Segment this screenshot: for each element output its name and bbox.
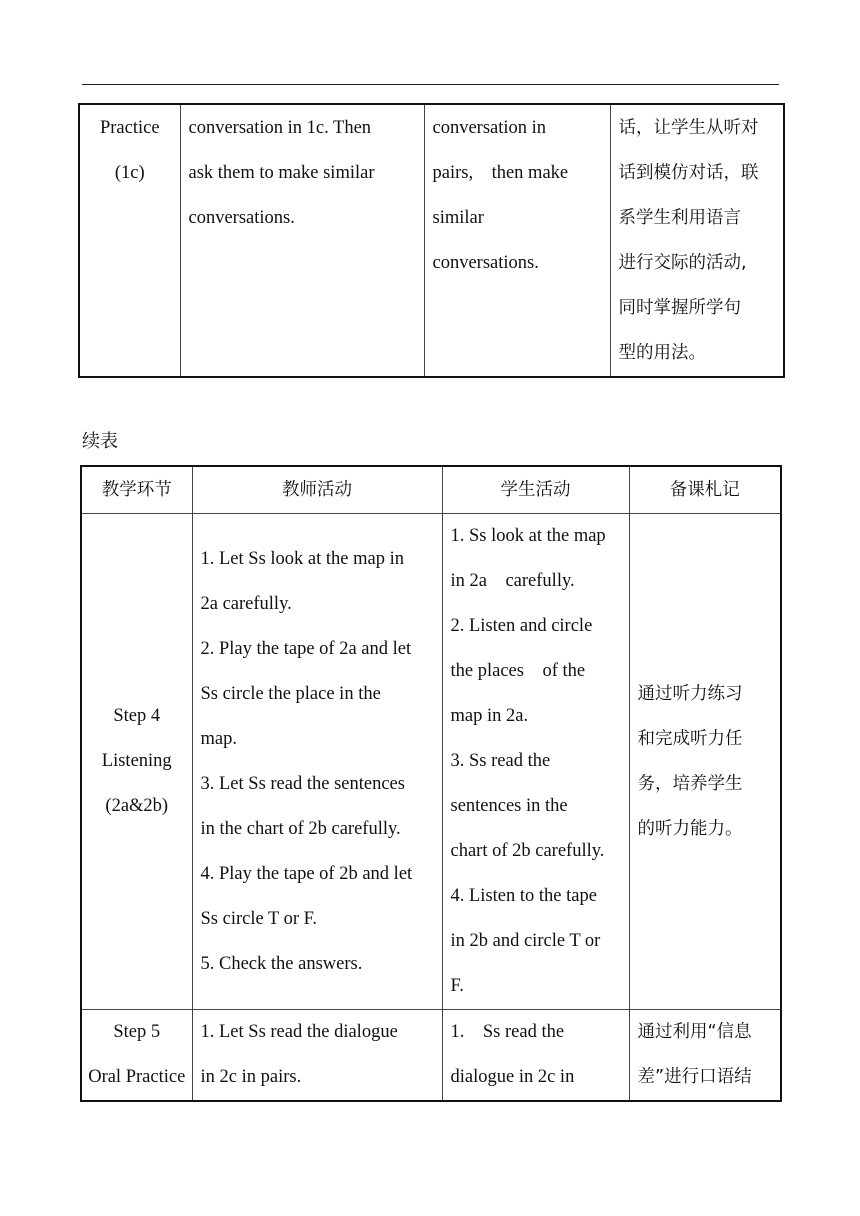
- teacher-line: conversation in 1c. Then: [188, 118, 372, 138]
- teacher-line: 3. Let Ss read the sentences: [200, 773, 405, 794]
- stage-cell: [79, 104, 180, 377]
- table-row-step5: [81, 1010, 781, 1102]
- teacher-line: map.: [200, 728, 237, 749]
- teacher-line: Ss circle T or F.: [200, 908, 318, 929]
- student-line: in 2a carefully.: [450, 571, 575, 591]
- lesson-table-continued-top: [78, 103, 785, 378]
- teacher-activity-cell: [192, 514, 442, 1010]
- notes-cell: [629, 1010, 781, 1102]
- notes-line: 通过利用“信息: [637, 1022, 752, 1042]
- student-line: conversations.: [432, 253, 539, 273]
- student-activity-cell: [424, 104, 610, 377]
- student-line: map in 2a.: [450, 706, 529, 726]
- student-line: the places of the: [450, 661, 586, 681]
- student-line: 3. Ss read the: [450, 751, 551, 771]
- teacher-line: 2. Play the tape of 2a and let: [200, 638, 412, 659]
- teacher-line: in 2c in pairs.: [200, 1067, 302, 1087]
- student-line: 1. Ss look at the map: [450, 526, 606, 546]
- notes-line: 通过听力练习: [637, 683, 743, 704]
- stage-line: Oral Practice: [88, 1067, 186, 1087]
- table-caption: 续表: [82, 431, 118, 452]
- stage-line: Step 4: [113, 706, 161, 726]
- teacher-line: conversations.: [188, 208, 295, 228]
- notes-line: 进行交际的活动,: [618, 253, 747, 273]
- teacher-activity-cell: [192, 1010, 442, 1102]
- teacher-activity-cell: [180, 104, 424, 377]
- student-line: pairs, then make: [432, 163, 569, 183]
- stage-cell: [81, 1010, 192, 1102]
- student-line: chart of 2b carefully.: [450, 841, 605, 861]
- lesson-table: [80, 465, 782, 1102]
- notes-cell: [610, 104, 784, 377]
- student-line: in 2b and circle T or: [450, 931, 601, 951]
- student-line: 2. Listen and circle: [450, 616, 593, 636]
- student-line: conversation in: [432, 118, 547, 138]
- notes-line: 话，让学生从听对: [618, 118, 759, 138]
- notes-line: 和完成听力任: [637, 728, 743, 749]
- student-line: F.: [450, 976, 464, 996]
- notes-line: 的听力能力。: [637, 818, 743, 839]
- student-line: 1. Ss read the: [450, 1022, 565, 1042]
- stage-line: (2a&2b): [105, 796, 169, 816]
- header-student-activity: 学生活动: [442, 466, 629, 514]
- teacher-line: 1. Let Ss read the dialogue: [200, 1022, 398, 1042]
- table-header-row: [81, 466, 781, 514]
- stage-line: (1c): [114, 163, 145, 183]
- teacher-line: in the chart of 2b carefully.: [200, 818, 401, 839]
- stage-line: Listening: [101, 751, 172, 771]
- teacher-line: 5. Check the answers.: [200, 953, 363, 974]
- stage-cell: [81, 514, 192, 1010]
- table-row-practice: [79, 104, 784, 377]
- teacher-line: Ss circle the place in the: [200, 683, 381, 704]
- notes-line: 系学生利用语言: [618, 208, 741, 228]
- student-line: 4. Listen to the tape: [450, 886, 597, 906]
- student-activity-cell: [442, 1010, 629, 1102]
- teacher-line: 1. Let Ss look at the map in: [200, 548, 404, 569]
- stage-line: Practice: [99, 118, 160, 138]
- teacher-line: ask them to make similar: [188, 163, 375, 183]
- header-stage: 教学环节: [81, 466, 192, 514]
- notes-line: 务，培养学生: [637, 773, 743, 794]
- stage-line: Step 5: [113, 1022, 161, 1042]
- notes-cell: [629, 514, 781, 1010]
- teacher-line: 2a carefully.: [200, 593, 292, 614]
- notes-line: 型的用法。: [618, 343, 706, 363]
- notes-line: 话到模仿对话，联: [618, 163, 759, 183]
- notes-line: 差”进行口语结: [637, 1067, 752, 1087]
- header-notes: 备课札记: [629, 466, 781, 514]
- student-line: sentences in the: [450, 796, 568, 816]
- header-rule: [82, 84, 779, 85]
- student-line: dialogue in 2c in: [450, 1067, 575, 1087]
- notes-line: 同时掌握所学句: [618, 298, 741, 318]
- student-activity-cell: [442, 514, 629, 1010]
- student-line: similar: [432, 208, 484, 228]
- table-row-step4: [81, 514, 781, 1010]
- header-teacher-activity: 教师活动: [192, 466, 442, 514]
- teacher-line: 4. Play the tape of 2b and let: [200, 863, 413, 884]
